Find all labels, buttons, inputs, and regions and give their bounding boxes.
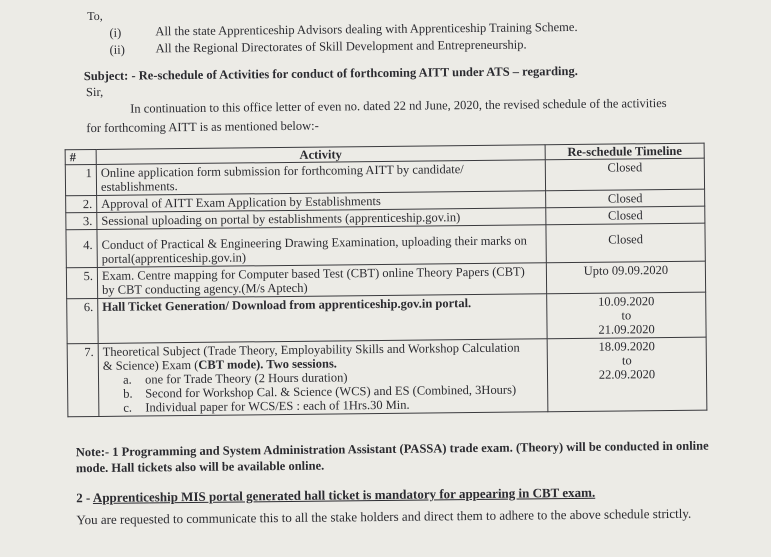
note-paragraph: Note:- 1 Programming and System Administration Assistant (PASSA) trade exam. (Theory) will be conducted in online mode. Hall tickets also will be available online. bbox=[75, 438, 709, 476]
addressee-number: (ii) bbox=[109, 42, 125, 57]
row-activity: Hall Ticket Generation/ Download from apprenticeship.gov.in portal. bbox=[98, 294, 547, 344]
header-timeline: Re-schedule Timeline bbox=[545, 143, 704, 160]
row-number: 6. bbox=[67, 298, 98, 343]
row-activity bbox=[97, 225, 546, 268]
row-activity bbox=[96, 160, 545, 196]
note-mandatory-hall-ticket bbox=[76, 485, 595, 506]
row-activity bbox=[98, 339, 548, 417]
timeline-to: to bbox=[621, 353, 632, 368]
sub-item-letter: c. bbox=[123, 400, 133, 415]
row-number: 5. bbox=[66, 267, 97, 298]
activity-text: & Science) Exam ( bbox=[102, 357, 199, 373]
table-row bbox=[67, 337, 707, 417]
row-activity bbox=[97, 263, 546, 299]
row-number: 4. bbox=[66, 229, 97, 267]
table-row bbox=[67, 292, 706, 344]
intro-paragraph-line: In continuation to this office letter of even no. dated 22 nd June, 2020, the revised schedule of the activities bbox=[130, 95, 667, 116]
note-number: 2 - bbox=[76, 490, 93, 506]
row-timeline bbox=[547, 337, 707, 412]
row-number: 7. bbox=[67, 343, 99, 416]
row-number: 3. bbox=[66, 212, 97, 229]
salutation: Sir, bbox=[85, 84, 104, 100]
header-number: # bbox=[65, 149, 96, 164]
timeline-end: 22.09.2020 bbox=[598, 367, 656, 382]
closing-paragraph: You are requested to communicate this to all the stake holders and direct them to adhere to the above schedule strictly. bbox=[76, 505, 692, 528]
row-timeline: Upto 09.09.2020 bbox=[546, 261, 705, 294]
row-activity: Sessional uploading on portal by establishments (apprenticeship.gov.in) bbox=[97, 208, 546, 230]
row-activity: Approval of AITT Exam Application by Establishments bbox=[97, 191, 546, 213]
row-timeline: Closed bbox=[545, 158, 704, 191]
activity-line: portal(apprenticeship.gov.in) bbox=[101, 250, 247, 266]
sub-item-text: one for Trade Theory (2 Hours duration) bbox=[144, 370, 348, 387]
activity-line: Theoretical Subject (Trade Theory, Employability Skills and Workshop Calculation bbox=[102, 340, 520, 359]
activity-line: by CBT conducting agency.(M/s Aptech) bbox=[102, 280, 308, 297]
sub-item-text: Individual paper for WCS/ES : each of 1Hrs.30 Min. bbox=[145, 397, 410, 415]
timeline-to: to bbox=[621, 308, 632, 323]
schedule-table bbox=[65, 143, 708, 418]
timeline-start: 18.09.2020 bbox=[598, 339, 655, 354]
intro-paragraph-line: for forthcoming AITT is as mentioned below:- bbox=[86, 118, 319, 136]
sub-item-letter: b. bbox=[123, 386, 133, 401]
activity-line: Online application form submission for forthcoming AITT by candidate/ bbox=[100, 162, 464, 180]
row-timeline: Closed bbox=[546, 189, 705, 208]
activity-line: Exam. Centre mapping for Computer based Test (CBT) online Theory Papers (CBT) bbox=[101, 264, 525, 283]
sub-item-text: Second for Workshop Cal. & Science (WCS) and ES (Combined, 3Hours) bbox=[145, 382, 517, 401]
addressee-text: All the Regional Directorates of Skill Development and Entrepreneurship. bbox=[155, 37, 527, 56]
to-label: To, bbox=[87, 8, 103, 24]
addressee-number: (i) bbox=[109, 25, 122, 40]
header-activity: Activity bbox=[96, 145, 545, 165]
row-timeline: Closed bbox=[546, 223, 705, 263]
row-timeline: Closed bbox=[546, 206, 705, 225]
table-row bbox=[66, 223, 705, 268]
row-number: 1 bbox=[65, 164, 96, 195]
row-number: 2. bbox=[66, 195, 97, 212]
activity-line: establishments. bbox=[100, 179, 178, 194]
activity-line: Conduct of Practical & Engineering Drawing Examination, uploading their marks on bbox=[101, 233, 527, 252]
subject-line: Subject: - Re-schedule of Activities for conduct of forthcoming AITT under ATS – regarding. bbox=[83, 63, 578, 84]
sub-item-letter: a. bbox=[122, 372, 132, 387]
row-timeline bbox=[547, 292, 706, 339]
addressee-text: All the state Apprenticeship Advisors dealing with Apprenticeship Training Scheme. bbox=[155, 19, 578, 39]
activity-bold-text: CBT mode). Two sessions. bbox=[198, 356, 337, 372]
note-underlined-text: Apprenticeship MIS portal generated hall ticket is mandatory for appearing in CBT exam. bbox=[92, 484, 596, 506]
timeline-end: 21.09.2020 bbox=[598, 322, 655, 337]
timeline-start: 10.09.2020 bbox=[598, 294, 655, 309]
